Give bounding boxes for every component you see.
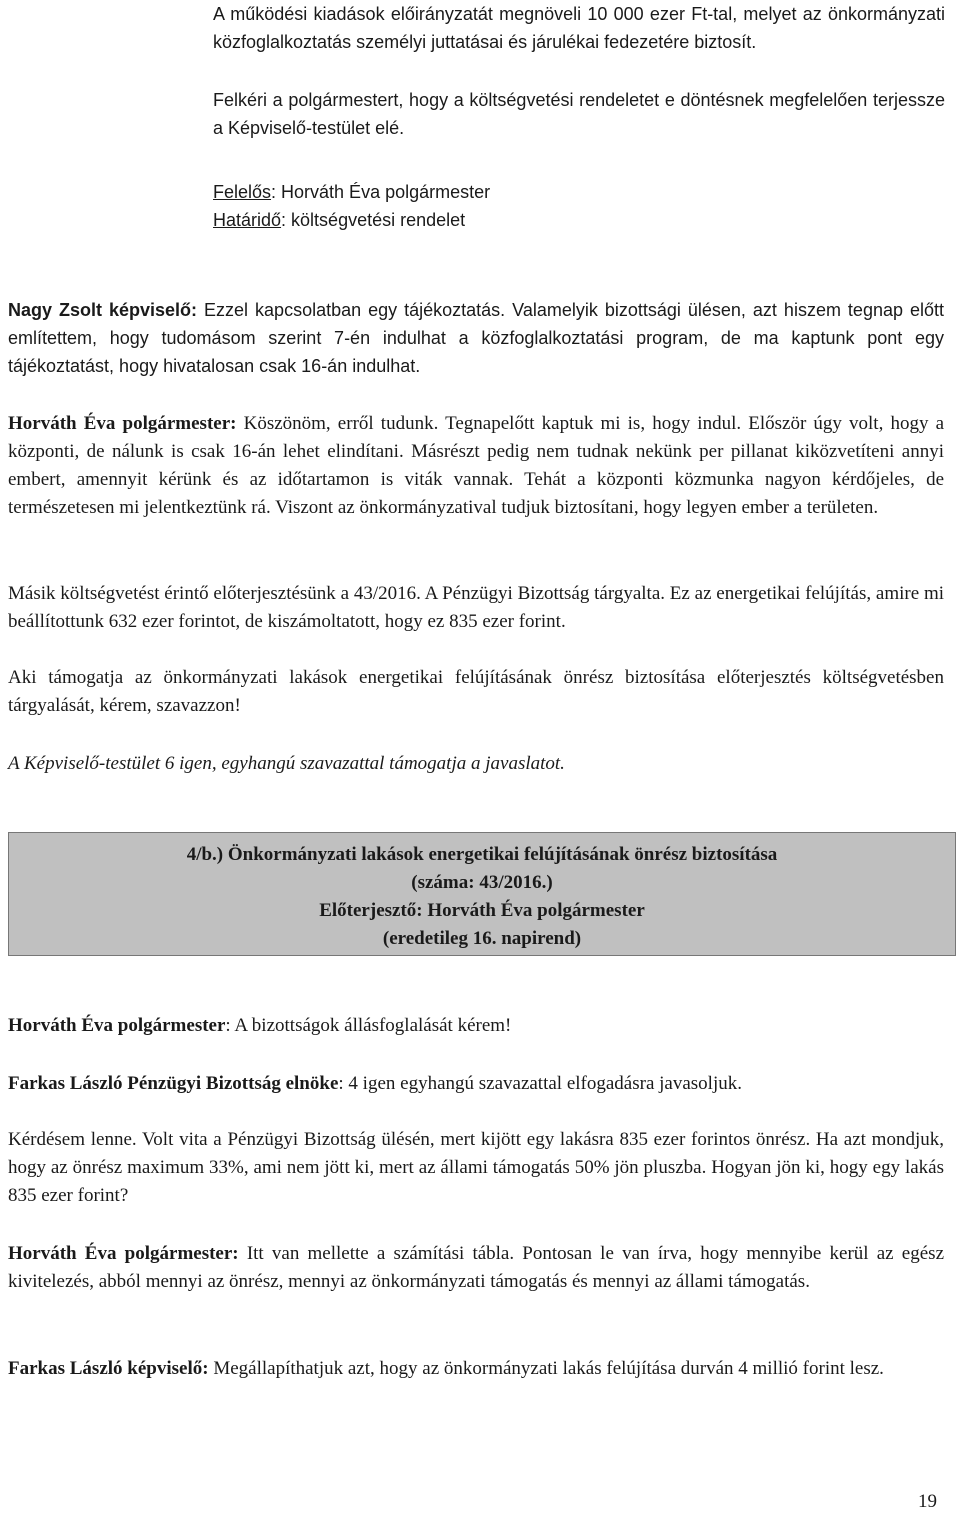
horvath-paragraph-3: Aki támogatja az önkormányzati lakások energetikai felújításának önrész biztosítása előterjesztés költségvetésben tárgyalását, kérem, szavazzon! [8,667,944,716]
agenda-title: 4/b.) Önkormányzati lakások energetikai felújításának önrész biztosítása [186,844,778,865]
agenda-item-box [8,832,956,956]
speaker-name: Horváth Éva polgármester: [8,413,237,434]
speech-text: : A bizottságok állásfoglalását kérem! [225,1015,512,1036]
farkas-paragraph-1 [8,1070,944,1098]
intro-paragraph-2: Felkéri a polgármestert, hogy a költségvetési rendeletet e döntésnek megfelelően terjessze a Képviselő-testület elé. [213,90,945,138]
agenda-number: (száma: 43/2016.) [411,872,553,893]
speaker-name: Farkas László képviselő: [8,1358,209,1379]
page-number: 19 [918,1491,937,1512]
farkas-paragraph-3 [8,1355,944,1383]
responsible-label: Felelős [213,182,272,202]
agenda-presenter: Előterjesztő: Horváth Éva polgármester [319,900,645,921]
responsible-value: : Horváth Éva polgármester [271,182,491,202]
speaker-name: Farkas László Pénzügyi Bizottság elnöke [8,1073,339,1094]
farkas-paragraph-2: Kérdésem lenne. Volt vita a Pénzügyi Bizottság ülésén, mert kijött egy lakásra 835 ezer forintos önrész. Ha azt mondjuk, hogy az önrész maximum 33%, ami nem jött ki, mert az állami támogatás 50% jön pluszba. Hogyan jön ki, hogy egy lakás 835 ezer forint? [8,1129,944,1206]
speaker-name: Horváth Éva polgármester: [8,1243,239,1264]
deadline-value: : költségvetési rendelet [281,210,466,230]
deadline-label: Határidő [213,210,282,230]
horvath-paragraph-2: Másik költségvetést érintő előterjesztésünk a 43/2016. A Pénzügyi Bizottság tárgyalta. Ez az energetikai felújítás, amire mi beállítottunk 632 ezer forintot, de kiszámoltatott, hogy ez 835 ezer forint. [8,583,944,632]
intro-paragraph-1: A működési kiadások előirányzatát megnöveli 10 000 ezer Ft-tal, melyet az önkormányzati közfoglalkoztatás személyi juttatásai és járulékai fedezetére biztosít. [213,4,945,52]
responsible-line [213,178,945,206]
speech-text: Ezzel kapcsolatban egy tájékoztatás. Valamelyik bizottsági ülésen, azt hiszem tegnap előtt említettem, hogy tudomásom szerint 7-én indulhat a közfoglalkoztatási program, de ma kaptunk pont egy tájékoztatást, hogy hivatalosan csak 16-án indulhat. [8,300,945,376]
speech-text: Köszönöm, erről tudunk. Tegnapelőtt kaptuk mi is, hogy indul. Először úgy volt, hogy a központi, de nálunk is csak 16-án lehet elindítani. Másrészt pedig nem tudnak nekünk per pillanat kiközvetíteni annyi embert, amennyit kérünk és az időtartamon is viták vannak. Tehát a központi közmunka nagyon kérdőjeles, de természetesen mi jelentkeztünk rá. Viszont az önkormányzatival tudjuk biztosítani, hogy legyen ember a területen. [8,413,945,518]
horvath-paragraph-5 [8,1240,944,1296]
speaker-name: Nagy Zsolt képviselő: [8,300,198,320]
speech-text: Itt van mellette a számítási tábla. Pontosan le van írva, hogy mennyibe kerül az egész kivitelezés, abból mennyi az önrész, mennyi az önkormányzati támogatás és mennyi az állami támogatás. [8,1243,944,1292]
speech-text: Megállapíthatjuk azt, hogy az önkormányzati lakás felújítása durván 4 millió forint lesz. [208,1358,884,1379]
horvath-paragraph-4 [8,1012,944,1040]
nagy-paragraph [8,296,944,380]
agenda-original: (eredetileg 16. napirend) [382,928,582,949]
speech-text: : 4 igen egyhangú szavazattal elfogadásra javasoljuk. [338,1073,742,1094]
deadline-line [213,206,945,234]
speaker-name: Horváth Éva polgármester [8,1015,226,1036]
horvath-paragraph-1 [8,410,944,522]
vote-result: A Képviselő-testület 6 igen, egyhangú szavazattal támogatja a javaslatot. [8,753,565,774]
